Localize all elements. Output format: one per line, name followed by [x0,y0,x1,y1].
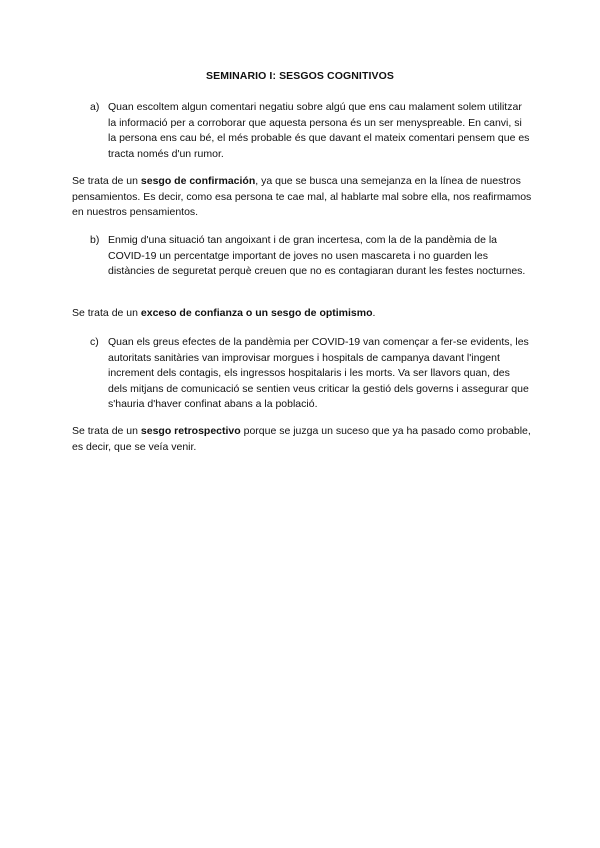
answer-rest: . [372,307,376,319]
question-text: Quan escoltem algun comentari negatiu sobre algú que ens cau malament solem utilitzar la informació per a corroborar que aquesta persona és un ser menyspreable. En canvi, si la persona ens cau bé, el més probable és que davant el mateix comentari pensem que es tracta només d'un rumor. [108,101,530,160]
question-text: Enmig d'una situació tan angoixant i de gran incertesa, com la de la pandèmia de la COVID-19 un percentatge important de joves no usen mascareta i no guarden les distàncies de seguretat perquè creuen que no es contagiaran durant les festes nocturnes. [108,234,526,277]
question-item-a [90,100,530,162]
question-item-b [90,233,530,280]
answer-paragraph-b [72,306,532,322]
answer-paragraph-a [72,174,532,221]
list-marker: c) [90,336,99,348]
answer-lead: Se trata de un [72,425,141,437]
answer-lead: Se trata de un [72,307,141,319]
question-item-c [90,335,530,413]
document-title: SEMINARIO I: SESGOS COGNITIVOS [206,70,394,82]
answer-rest: porque se juzga un suceso que ya ha pasado como probable, es decir, que se veía venir. [72,425,531,453]
answer-key-term: exceso de confianza o un sesgo de optimismo [140,307,373,319]
list-marker: a) [90,101,100,113]
answer-paragraph-c [72,424,532,455]
answer-lead: Se trata de un [72,175,141,187]
answer-key-term: sesgo retrospectivo [140,425,241,437]
answer-rest: , ya que se busca una semejanza en la línea de nuestros pensamientos. Es decir, como esa persona te cae mal, al hablarte mal sobre ella, nos reafirmamos en nuestros pensamientos. [72,175,532,218]
list-marker: b) [90,234,100,246]
answer-key-term: sesgo de confirmación [140,175,256,187]
question-text: Quan els greus efectes de la pandèmia per COVID-19 van començar a fer-se evidents, les autoritats sanitàries van improvisar morgues i hospitals de campanya davant l'ingent increment dels contagis, els ingressos hospitalaris i les morts. Va ser llavors quan, des dels mitjans de comunicació se sentien veus criticar la gestió dels governs i assegurar que s'hauria d'haver confinat abans a la població. [108,336,529,410]
